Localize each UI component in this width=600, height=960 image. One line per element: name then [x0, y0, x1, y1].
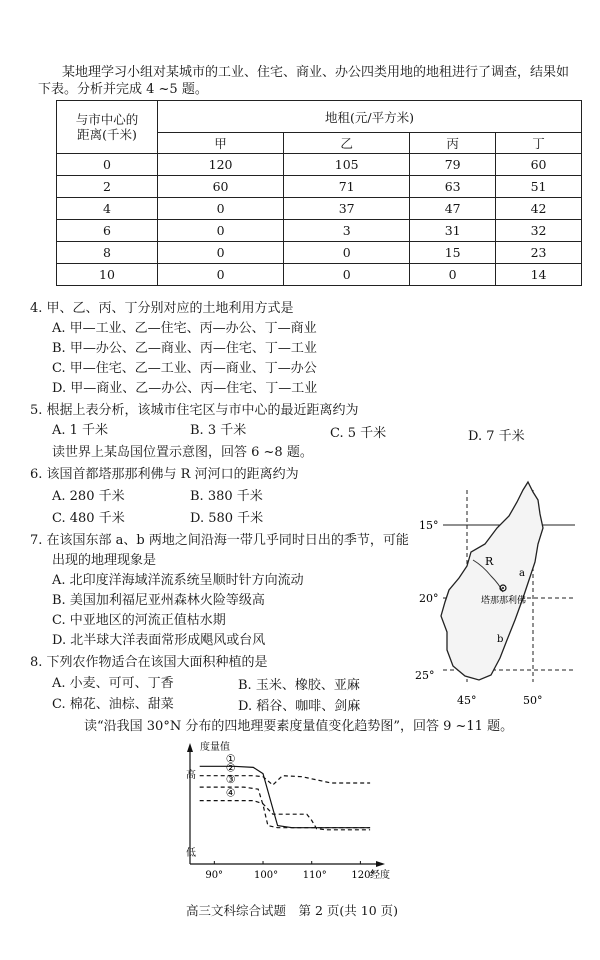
q4-option-c: C. 甲—住宅、乙—工业、丙—商业、丁—办公 — [52, 361, 317, 376]
table-row — [57, 242, 582, 264]
point-b-label: b — [497, 634, 504, 645]
q5-option-a: A. 1 千米 — [52, 423, 109, 438]
table-row — [57, 198, 582, 220]
q5-option-d: D. 7 千米 — [468, 429, 525, 444]
series-label-3: ③ — [225, 773, 236, 787]
table-cell: 0 — [57, 154, 158, 176]
distance-header-line-1: 与市中心的 — [75, 112, 139, 127]
series-label-1: ① — [225, 752, 236, 766]
intro-line-1: 某地理学习小组对某城市的工业、住宅、商业、办公四类用地的地租进行了调查，结果如 — [62, 65, 570, 80]
y-high-label: 高 — [186, 770, 196, 781]
q6-option-a: A. 280 千米 — [52, 489, 125, 504]
col-header-yi: 乙 — [284, 133, 410, 154]
q8-option-d: D. 稻谷、咖啡、剑麻 — [238, 699, 361, 714]
intro-line-2: 下表。分析并完成 4 ~5 题。 — [38, 82, 208, 97]
q5-option-b: B. 3 千米 — [190, 423, 247, 438]
table-cell: 3 — [284, 220, 410, 242]
q7-option-a: A. 北印度洋海域洋流系统呈顺时针方向流动 — [52, 573, 304, 588]
y-low-label: 低 — [186, 848, 196, 859]
table-cell: 120 — [158, 154, 284, 176]
table-cell: 71 — [284, 176, 410, 198]
rent-table — [56, 100, 582, 286]
y-axis-label: 度量值 — [200, 742, 230, 753]
read-instruction-2: 读“沿我国 30°N 分布的四地理要素度量值变化趋势图”，回答 9 ~11 题。 — [84, 719, 514, 734]
island-outline — [441, 482, 543, 680]
series-label-2: ② — [225, 761, 236, 775]
table-cell: 0 — [284, 264, 410, 286]
table-cell: 42 — [496, 198, 582, 220]
madagascar-map — [405, 470, 580, 710]
river-label: R — [485, 555, 494, 568]
q7-option-c: C. 中亚地区的河流正值枯水期 — [52, 613, 226, 628]
table-cell: 0 — [410, 264, 496, 286]
table-cell: 51 — [496, 176, 582, 198]
lon-label-50: 50° — [523, 694, 543, 707]
table-cell: 6 — [57, 220, 158, 242]
distance-header-line-2: 距离(千米) — [77, 127, 137, 142]
read-instruction-1: 读世界上某岛国位置示意图，回答 6 ~8 题。 — [52, 445, 313, 460]
distance-header — [57, 101, 158, 154]
q7-stem-line-1: 7. 在该国东部 a、b 两地之间沿海一带几乎同时日出的季节，可能 — [30, 533, 409, 548]
q6-option-d: D. 580 千米 — [190, 511, 264, 526]
x-axis-arrow — [376, 861, 385, 867]
capital-dot — [502, 587, 504, 589]
x-tick-label: 100° — [254, 870, 279, 881]
table-cell: 23 — [496, 242, 582, 264]
table-cell: 15 — [410, 242, 496, 264]
q5-option-c: C. 5 千米 — [330, 426, 387, 441]
table-cell: 60 — [496, 154, 582, 176]
x-tick-label: 110° — [302, 870, 327, 881]
lat-label-25: 25° — [415, 669, 435, 682]
q4-stem: 4. 甲、乙、丙、丁分别对应的土地利用方式是 — [30, 301, 294, 316]
table-row — [57, 220, 582, 242]
table-cell: 0 — [158, 198, 284, 220]
q8-option-b: B. 玉米、橡胶、亚麻 — [238, 678, 360, 693]
table-cell: 8 — [57, 242, 158, 264]
table-cell: 31 — [410, 220, 496, 242]
page-footer: 高三文科综合试题 第 2 页(共 10 页) — [186, 903, 399, 918]
q5-stem: 5. 根据上表分析，该城市住宅区与市中心的最近距离约为 — [30, 403, 359, 418]
col-header-bing: 丙 — [410, 133, 496, 154]
q7-option-d: D. 北半球大洋表面常形成飓风或台风 — [52, 633, 266, 648]
series-line-4 — [200, 801, 370, 830]
table-cell: 79 — [410, 154, 496, 176]
x-tick-label: 120° — [351, 870, 376, 881]
table-cell: 105 — [284, 154, 410, 176]
lat-label-20: 20° — [419, 592, 439, 605]
q8-option-a: A. 小麦、可可、丁香 — [52, 676, 174, 691]
table-cell: 10 — [57, 264, 158, 286]
q8-option-c: C. 棉花、油棕、甜菜 — [52, 697, 174, 712]
q8-stem: 8. 下列农作物适合在该国大面积种植的是 — [30, 655, 268, 670]
y-axis-arrow — [187, 743, 193, 752]
table-cell: 0 — [158, 242, 284, 264]
table-cell: 32 — [496, 220, 582, 242]
lon-label-45: 45° — [457, 694, 477, 707]
table-cell: 60 — [158, 176, 284, 198]
q6-option-c: C. 480 千米 — [52, 511, 125, 526]
q6-stem: 6. 该国首都塔那那利佛与 R 河河口的距离约为 — [30, 467, 299, 482]
table-cell: 47 — [410, 198, 496, 220]
table-cell: 2 — [57, 176, 158, 198]
col-header-jia: 甲 — [158, 133, 284, 154]
x-tick-label: 90° — [205, 870, 224, 881]
lat-label-15: 15° — [419, 519, 439, 532]
q6-option-b: B. 380 千米 — [190, 489, 263, 504]
table-cell: 37 — [284, 198, 410, 220]
table-cell: 0 — [284, 242, 410, 264]
q4-option-d: D. 甲—商业、乙—办公、丙—住宅、丁—工业 — [52, 381, 318, 396]
q7-option-b: B. 美国加利福尼亚州森林火险等级高 — [52, 593, 265, 608]
capital-label: 塔那那利佛 — [481, 596, 527, 606]
x-axis-label: 经度 — [370, 870, 390, 881]
q4-option-a: A. 甲—工业、乙—住宅、丙—办公、丁—商业 — [52, 321, 317, 336]
table-row — [57, 176, 582, 198]
table-cell: 4 — [57, 198, 158, 220]
rent-header: 地租(元/平方米) — [158, 101, 582, 133]
col-header-ding: 丁 — [496, 133, 582, 154]
table-row — [57, 154, 582, 176]
table-cell: 14 — [496, 264, 582, 286]
point-a-label: a — [519, 568, 525, 579]
series-label-4: ④ — [225, 786, 236, 800]
q4-option-b: B. 甲—办公、乙—商业、丙—住宅、丁—工业 — [52, 341, 317, 356]
q7-stem-line-2: 出现的地理现象是 — [52, 553, 157, 568]
table-cell: 63 — [410, 176, 496, 198]
table-cell: 0 — [158, 264, 284, 286]
table-row — [57, 264, 582, 286]
element-trend-chart — [170, 738, 410, 888]
table-cell: 0 — [158, 220, 284, 242]
